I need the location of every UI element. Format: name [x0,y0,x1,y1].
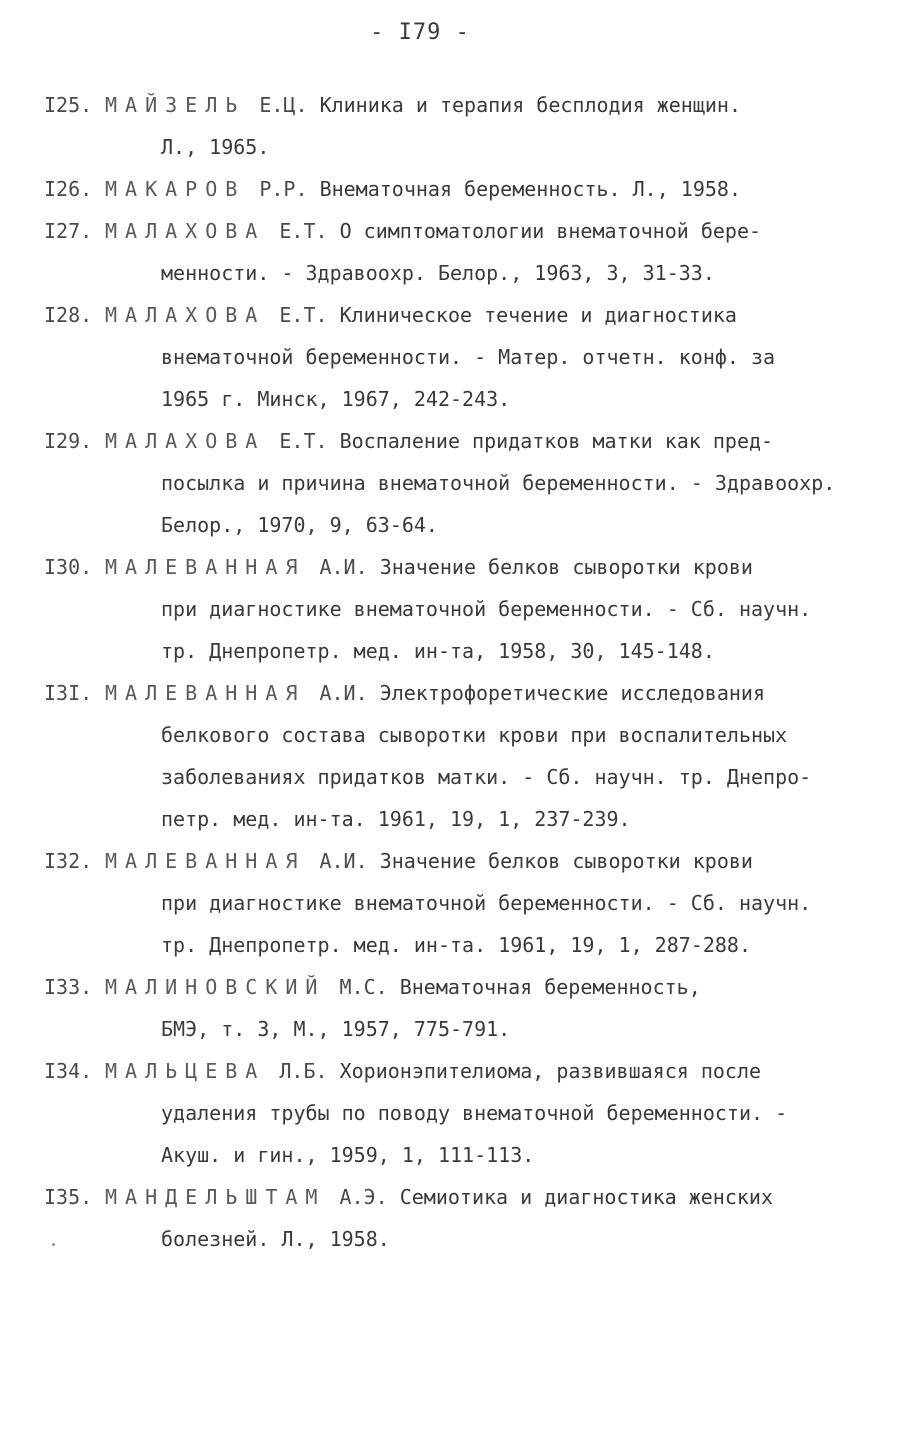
entry-initials: Е.Ц. [259,93,308,117]
entry-continuation: белкового состава сыворотки крови при воспалительных [161,723,788,747]
entry-author: МАЛЬЦЕВА [105,1059,266,1083]
entry-continuation: Л., 1965. [161,135,270,159]
entry-number: I32. [44,849,93,873]
entry-continuation: тр. Днепропетр. мед. ин-та, 1958, 30, 145-148. [161,639,715,663]
entry-first-line [105,84,904,126]
entry-continuation: болезней. Л., 1958. [161,1227,390,1251]
entry-initials: А.И. [319,555,368,579]
entry-initials: Л.Б. [279,1059,328,1083]
entry-number: I28. [44,303,93,327]
bibliography-list [44,84,904,1260]
entry-continuation: Акуш. и гин., 1959, 1, 111-113. [161,1143,535,1167]
entry-initials: А.И. [319,849,368,873]
entry-author: МАЛАХОВА [105,219,266,243]
entry-first-line [105,840,904,882]
entry-continuation: БМЭ, т. 3, М., 1957, 775-791. [161,1017,511,1041]
bibliography-entry [44,168,904,210]
entry-title: Внематочная беременность, [399,975,701,999]
entry-title: Воспаление придатков матки как пред- [339,429,774,453]
entry-continuation: при диагностике внематочной беременности. - Сб. научн. [161,891,812,915]
entry-first-line [105,672,904,714]
entry-initials: Е.Т. [279,429,328,453]
entry-title: О симптоматологии внематочной бере- [339,219,762,243]
bibliography-entry [44,1050,904,1176]
entry-first-line [105,294,904,336]
entry-author: МАЙЗЕЛЬ [105,93,246,117]
entry-title: Значение белков сыворотки крови [379,849,753,873]
entry-first-line [105,420,904,462]
entry-author: МАЛАХОВА [105,303,266,327]
bibliography-entry [44,420,904,546]
entry-number: I27. [44,219,93,243]
entry-title: Хорионэпителиома, развившаяся после [339,1059,762,1083]
entry-initials: М.С. [339,975,388,999]
entry-continuation: Белор., 1970, 9, 63-64. [161,513,438,537]
entry-author: МАНДЕЛЬШТАМ [105,1185,326,1209]
entry-initials: А.И. [319,681,368,705]
entry-author: МАЛЕВАННАЯ [105,681,306,705]
bibliography-entry [44,672,904,840]
entry-first-line [105,966,904,1008]
entry-title: Значение белков сыворотки крови [379,555,753,579]
entry-continuation: заболеваниях придатков матки. - Сб. научн. тр. Днепро- [161,765,812,789]
entry-initials: Е.Т. [279,219,328,243]
entry-number: I29. [44,429,93,453]
entry-number: I30. [44,555,93,579]
entry-first-line [105,546,904,588]
bibliography-entry [44,840,904,966]
entry-title: Клиника и терапия бесплодия женщин. [319,93,741,117]
bibliography-entry [44,546,904,672]
entry-continuation: тр. Днепропетр. мед. ин-та. 1961, 19, 1, 287-288. [161,933,752,957]
entry-continuation: посылка и причина внематочной беременности. - Здравоохр. [161,471,836,495]
entry-initials: Р.Р. [259,177,308,201]
entry-author: МАЛЕВАННАЯ [105,849,306,873]
entry-continuation: 1965 г. Минск, 1967, 242-243. [161,387,511,411]
entry-first-line [105,210,904,252]
bibliography-entry [44,84,904,168]
entry-first-line [105,1050,904,1092]
entry-author: МАКАРОВ [105,177,246,201]
entry-author: МАЛЕВАННАЯ [105,555,306,579]
entry-number: I3I. [44,681,93,705]
entry-title: Клиническое течение и диагностика [339,303,737,327]
entry-number: I34. [44,1059,93,1083]
entry-number: I35. [44,1185,93,1209]
entry-first-line [105,1176,904,1218]
entry-first-line [105,168,904,210]
page-number: - I79 - [370,20,470,45]
bibliography-entry [44,294,904,420]
bibliography-entry [44,1176,904,1260]
entry-continuation: внематочной беременности. - Матер. отчетн. конф. за [161,345,776,369]
entry-title: Электрофоретические исследования [379,681,765,705]
scan-speck [52,1243,55,1246]
bibliography-entry [44,966,904,1050]
entry-number: I26. [44,177,93,201]
entry-continuation: петр. мед. ин-та. 1961, 19, 1, 237-239. [161,807,631,831]
entry-title: Семиотика и диагностика женских [399,1185,773,1209]
entry-continuation: при диагностике внематочной беременности. - Сб. научн. [161,597,812,621]
entry-initials: А.Э. [339,1185,388,1209]
entry-continuation: удаления трубы по поводу внематочной беременности. - [161,1101,788,1125]
entry-number: I25. [44,93,93,117]
entry-continuation: менности. - Здравоохр. Белор., 1963, 3, 31-33. [161,261,715,285]
entry-initials: Е.Т. [279,303,328,327]
entry-author: МАЛИНОВСКИЙ [105,975,326,999]
entry-title: Внематочная беременность. Л., 1958. [319,177,741,201]
entry-author: МАЛАХОВА [105,429,266,453]
bibliography-entry [44,210,904,294]
entry-number: I33. [44,975,93,999]
